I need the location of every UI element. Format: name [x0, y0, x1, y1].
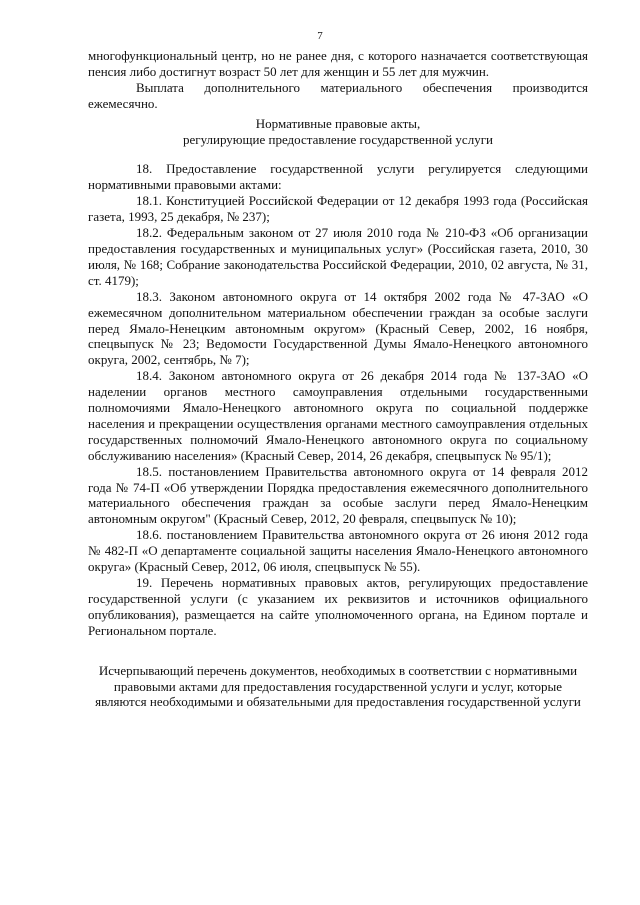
paragraph-monthly-payment: Выплата дополнительного материального обеспечения производится ежемесячно. — [88, 79, 588, 111]
paragraph-18: 18. Предоставление государственной услуги регулируется следующими нормативными правовыми актами: — [88, 161, 588, 193]
paragraph-18-6: 18.6. постановлением Правительства автономного округа от 26 июня 2012 года № 482-П «О департаменте социальной защиты населения Ямало-Ненецкого автономного округа» (Красный Север, 2012, 06 июля, спецвыпуск № 55). — [88, 527, 588, 575]
paragraph-18-4: 18.4. Законом автономного округа от 26 декабря 2014 года № 137-ЗАО «О наделении органов местного самоуправления отдельными государственными полномочиями Ямало-Ненецкого автономного округа по социальной поддержке населения и прекращении осуществления органами местного самоуправления отдельных государственных полномочий Ямало-Ненецкого автономного округа по социальному обслуживанию населения» (Красный Север, 2014, 26 декабря, спецвыпуск № 95/1); — [88, 368, 588, 463]
paragraph-18-1: 18.1. Конституцией Российской Федерации от 12 декабря 1993 года (Российская газета, 1993, 25 декабря, № 237); — [88, 193, 588, 225]
paragraph-19: 19. Перечень нормативных правовых актов, регулирующих предоставление государственной услуги (с указанием их реквизитов и источников официального опубликования), размещается на сайте уполномоченного органа, на Едином портале и Региональном портале. — [88, 575, 588, 638]
paragraph-continuation: многофункциональный центр, но не ранее дня, с которого назначается соответствующая пенсия либо достигнут возраст 50 лет для женщин и 55 лет для мужчин. — [88, 48, 588, 79]
closing-heading: Исчерпывающий перечень документов, необходимых в соответствии с нормативными правовыми актами для предоставления государственной услуги и услуг, которые являются необходимыми и обязательными для предоставления государственной услуги — [95, 662, 581, 710]
document-body — [88, 48, 588, 710]
section-heading-line1: Нормативные правовые акты, — [255, 115, 421, 131]
page-number: 7 — [317, 30, 323, 42]
paragraph-18-5: 18.5. постановлением Правительства автономного округа от 14 февраля 2012 года № 74-П «Об утверждении Порядка предоставления ежемесячного дополнительного материального обеспечения граждан за особые заслуги перед Ямало-Ненецким автономным округом" (Красный Север, 2012, 20 февраля, спецвыпуск № 10); — [88, 463, 588, 527]
paragraph-18-3: 18.3. Законом автономного округа от 14 октября 2002 года № 47-ЗАО «О ежемесячном дополнительном материальном обеспечении граждан за особые заслуги перед Ямало-Ненецким автономным округом» (Красный Север, 2002, 16 ноября, спецвыпуск № 23; Ведомости Государственной Думы Ямало-Ненецкого автономного округа, 2002, сентябрь, № 7); — [88, 288, 588, 368]
paragraph-18-2: 18.2. Федеральным законом от 27 июля 2010 года № 210-ФЗ «Об организации предоставления государственных и муниципальных услуг» (Российская газета, 2010, 30 июля, № 168; Собрание законодательства Российской Федерации, 2010, 02 августа, № 31, ст. 4179); — [88, 225, 588, 288]
section-heading-line2: регулирующие предоставление государственной услуги — [183, 131, 493, 147]
